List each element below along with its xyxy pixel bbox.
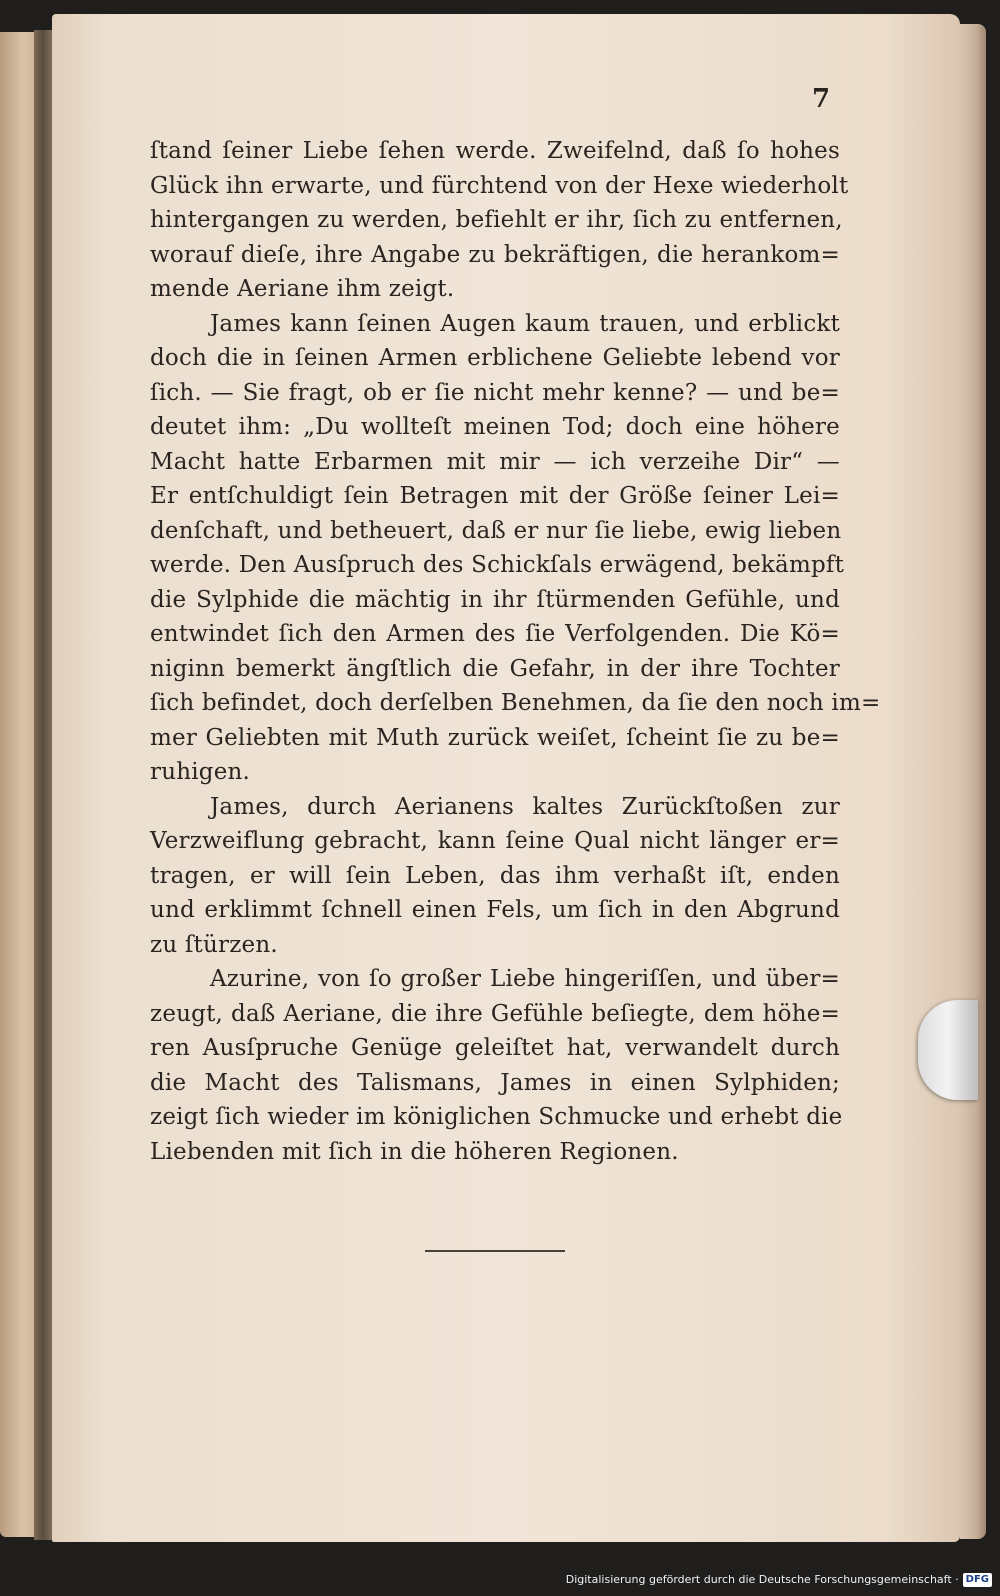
text-line: zeugt, daß Aeriane, die ihre Gefühle beſiegte, dem höhe=: [150, 1000, 840, 1027]
text-line: die Sylphide die mächtig in ihr ſtürmenden Gefühle, und: [150, 586, 840, 613]
end-rule: [425, 1250, 565, 1252]
text-line: ren Ausſpruche Genüge geleiſtet hat, verwandelt durch: [150, 1035, 840, 1061]
text-line: denſchaft, und betheuert, daß er nur ſie liebe, ewig lieben: [150, 517, 842, 544]
dfg-logo: DFG: [963, 1573, 992, 1587]
body-text: [150, 134, 881, 1169]
text-line: werde. Den Ausſpruch des Schickſals erwägend, bekämpft: [150, 552, 845, 578]
text-line: entwindet ſich den Armen des ſie Verfolgenden. Die Kö=: [150, 621, 840, 647]
text-line: Glück ihn erwarte, und fürchtend von der Hexe wiederholt: [150, 172, 849, 199]
page-number: 7: [812, 84, 831, 114]
page-stack-edge: [960, 24, 986, 1539]
credit-text: Digitalisierung gefördert durch die Deutsche Forschungsgemeinschaft ·: [565, 1573, 959, 1586]
text-line: ſtand ſeiner Liebe ſehen werde. Zweifelnd, daß ſo hohes: [150, 138, 840, 164]
text-line: Verzweiflung gebracht, kann ſeine Qual nicht länger er=: [150, 828, 840, 854]
text-line: hintergangen zu werden, befiehlt er ihr, ſich zu entfernen,: [150, 207, 843, 233]
text-line: und erklimmt ſchnell einen Fels, um ſich in den Abgrund: [150, 897, 840, 923]
text-line: mer Geliebten mit Muth zurück weiſet, ſcheint ſie zu be=: [150, 724, 840, 751]
text-line: Azurine, von ſo großer Liebe hingeriſſen, und über=: [210, 966, 840, 992]
text-line: mende Aeriane ihm zeigt.: [150, 276, 455, 302]
paper-clip: [918, 1000, 978, 1100]
digitization-credit: [566, 1570, 992, 1590]
text-line: James, durch Aerianens kaltes Zurückſtoßen zur: [210, 793, 840, 820]
text-line: niginn bemerkt ängſtlich die Gefahr, in der ihre Tochter: [150, 655, 840, 682]
text-line: ruhigen.: [150, 759, 251, 785]
text-line: Er entſchuldigt ſein Betragen mit der Größe ſeiner Lei=: [150, 483, 840, 509]
text-line: ſich. — Sie fragt, ob er ſie nicht mehr kenne? — und be=: [150, 379, 840, 406]
text-line: zu ſtürzen.: [150, 931, 278, 958]
text-line: tragen, er will ſein Leben, das ihm verhaßt iſt, enden: [150, 862, 840, 889]
text-line: ſich befindet, doch derſelben Benehmen, da ſie den noch im=: [150, 690, 881, 716]
text-line: Macht hatte Erbarmen mit mir — ich verzeihe Dir“ —: [150, 448, 840, 475]
text-line: deutet ihm: „Du wollteſt meinen Tod; doch eine höhere: [150, 414, 840, 440]
text-line: James kann ſeinen Augen kaum trauen, und erblickt: [210, 310, 840, 337]
text-line: doch die in ſeinen Armen erblichene Geliebte lebend vor: [150, 345, 840, 371]
text-line: zeigt ſich wieder im königlichen Schmucke und erhebt die: [150, 1104, 843, 1130]
text-line: Liebenden mit ſich in die höheren Regionen.: [150, 1138, 679, 1165]
text-line: worauf dieſe, ihre Angabe zu bekräftigen, die herankom=: [150, 241, 840, 268]
text-line: die Macht des Talismans, James in einen Sylphiden;: [150, 1069, 840, 1096]
